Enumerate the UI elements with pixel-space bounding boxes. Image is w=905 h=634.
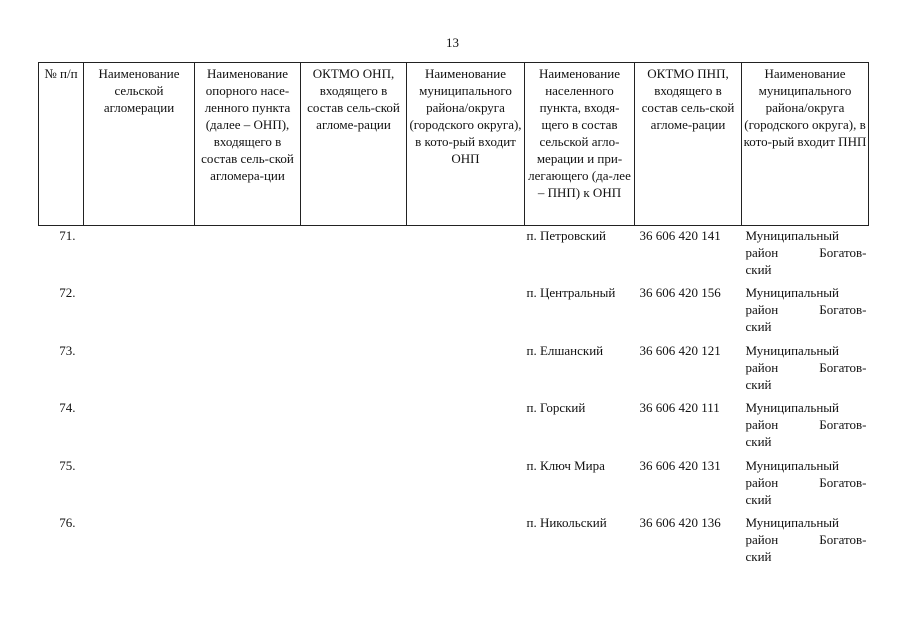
- pnp-oktmo-cell: 36 606 420 121: [639, 342, 721, 358]
- district-line-1: Муниципальный: [745, 515, 839, 530]
- district-line-3: ский: [745, 376, 772, 392]
- onp-name-cell: [195, 513, 301, 571]
- row-number: 76.: [59, 515, 76, 530]
- onp-oktmo-cell: [301, 341, 407, 399]
- agglomeration-cell: [84, 513, 195, 571]
- onp-district-cell: [407, 341, 525, 399]
- table-row: [39, 398, 869, 456]
- agglomeration-cell: [84, 398, 195, 456]
- pnp-district-cell: [742, 283, 869, 341]
- agglomeration-table: [38, 62, 869, 571]
- onp-oktmo-cell: [301, 283, 407, 341]
- district-word-b: Богатов-: [819, 302, 867, 317]
- district-line-1: Муниципальный: [745, 400, 839, 415]
- pnp-district-cell: [742, 341, 869, 399]
- pnp-oktmo-cell: 36 606 420 111: [639, 400, 720, 415]
- table-row: [39, 456, 869, 514]
- pnp-name-cell: п. Центральный: [526, 285, 616, 300]
- district-word-b: Богатов-: [819, 417, 867, 432]
- onp-oktmo-cell: [301, 513, 407, 571]
- column-header-onp-name: Наименование опорного насе-ленного пункта (далее – ОНП), входящего в состав сель-ской агломера-ции: [195, 63, 301, 226]
- table-row: [39, 513, 869, 571]
- pnp-oktmo-cell: 36 606 420 131: [639, 457, 721, 473]
- district-line-3: ский: [745, 549, 772, 564]
- district-line-2: [746, 474, 867, 491]
- pnp-oktmo-cell: 36 606 420 136: [639, 515, 721, 530]
- pnp-name-cell: п. Ключ Мира: [526, 457, 605, 473]
- district-word-a: район: [745, 417, 779, 432]
- onp-district-cell: [407, 226, 525, 284]
- agglomeration-cell: [84, 226, 195, 284]
- pnp-name-cell: п. Елшанский: [526, 342, 604, 358]
- district-line-1: Муниципальный: [745, 457, 839, 473]
- agglomeration-cell: [84, 456, 195, 514]
- district-word-b: Богатов-: [819, 359, 867, 375]
- district-line-3: ский: [745, 319, 772, 334]
- table-header: [39, 63, 869, 226]
- onp-name-cell: [195, 398, 301, 456]
- district-line-3: ский: [745, 491, 772, 507]
- pnp-district-cell: [742, 456, 869, 514]
- pnp-oktmo-cell: 36 606 420 156: [639, 285, 721, 300]
- district-line-2: [746, 359, 867, 376]
- agglomeration-cell: [84, 341, 195, 399]
- onp-district-cell: [407, 283, 525, 341]
- onp-name-cell: [195, 226, 301, 284]
- table-row: [39, 226, 869, 284]
- table-row: [39, 341, 869, 399]
- district-line-1: Муниципальный: [745, 228, 839, 243]
- column-header-onp-oktmo: ОКТМО ОНП, входящего в состав сель-ской агломе-рации: [301, 63, 407, 226]
- row-number: 74.: [59, 400, 76, 415]
- onp-district-cell: [407, 513, 525, 571]
- pnp-name-cell: п. Петровский: [526, 228, 607, 243]
- page-number: 13: [446, 35, 459, 50]
- table-body: [39, 226, 869, 571]
- district-line-2: [746, 301, 867, 318]
- column-header-agglomeration-name: Наименование сельской агломерации: [84, 63, 195, 226]
- row-number: 73.: [59, 342, 76, 358]
- column-header-pnp-name: Наименование населенного пункта, входя-щего в состав сельской агло-мерации и при-легающего (да-лее – ПНП) к ОНП: [525, 63, 635, 226]
- district-line-2: [746, 416, 867, 433]
- onp-name-cell: [195, 341, 301, 399]
- district-line-1: Муниципальный: [745, 285, 839, 300]
- onp-name-cell: [195, 283, 301, 341]
- onp-name-cell: [195, 456, 301, 514]
- column-header-pnp-oktmo: ОКТМО ПНП, входящего в состав сель-ской агломе-рации: [635, 63, 742, 226]
- district-word-a: район: [745, 532, 779, 547]
- district-line-2: [746, 244, 867, 261]
- district-line-3: ский: [745, 262, 772, 277]
- pnp-district-cell: [742, 398, 869, 456]
- district-word-b: Богатов-: [819, 532, 867, 547]
- pnp-district-cell: [742, 513, 869, 571]
- onp-oktmo-cell: [301, 226, 407, 284]
- column-header-number: № п/п: [39, 63, 84, 226]
- district-line-2: [746, 531, 867, 548]
- district-word-a: район: [745, 245, 779, 260]
- column-header-onp-district: Наименование муниципального района/округа (городского округа), в кото-рый входит ОНП: [407, 63, 525, 226]
- column-header-pnp-district: Наименование муниципального района/округа (городского округа), в кото-рый входит ПНП: [742, 63, 869, 226]
- pnp-district-cell: [742, 226, 869, 284]
- district-word-b: Богатов-: [819, 245, 867, 260]
- row-number: 72.: [59, 285, 76, 300]
- row-number: 75.: [59, 457, 76, 473]
- table-row: [39, 283, 869, 341]
- pnp-name-cell: п. Никольский: [526, 515, 607, 530]
- onp-district-cell: [407, 456, 525, 514]
- onp-oktmo-cell: [301, 456, 407, 514]
- onp-district-cell: [407, 398, 525, 456]
- row-number: 71.: [59, 228, 76, 243]
- pnp-oktmo-cell: 36 606 420 141: [639, 228, 721, 243]
- district-word-a: район: [745, 474, 779, 490]
- district-word-b: Богатов-: [819, 474, 867, 490]
- onp-oktmo-cell: [301, 398, 407, 456]
- district-word-a: район: [745, 359, 779, 375]
- agglomeration-cell: [84, 283, 195, 341]
- district-line-1: Муниципальный: [745, 342, 839, 358]
- pnp-name-cell: п. Горский: [526, 400, 586, 415]
- district-line-3: ский: [745, 434, 772, 449]
- district-word-a: район: [745, 302, 779, 317]
